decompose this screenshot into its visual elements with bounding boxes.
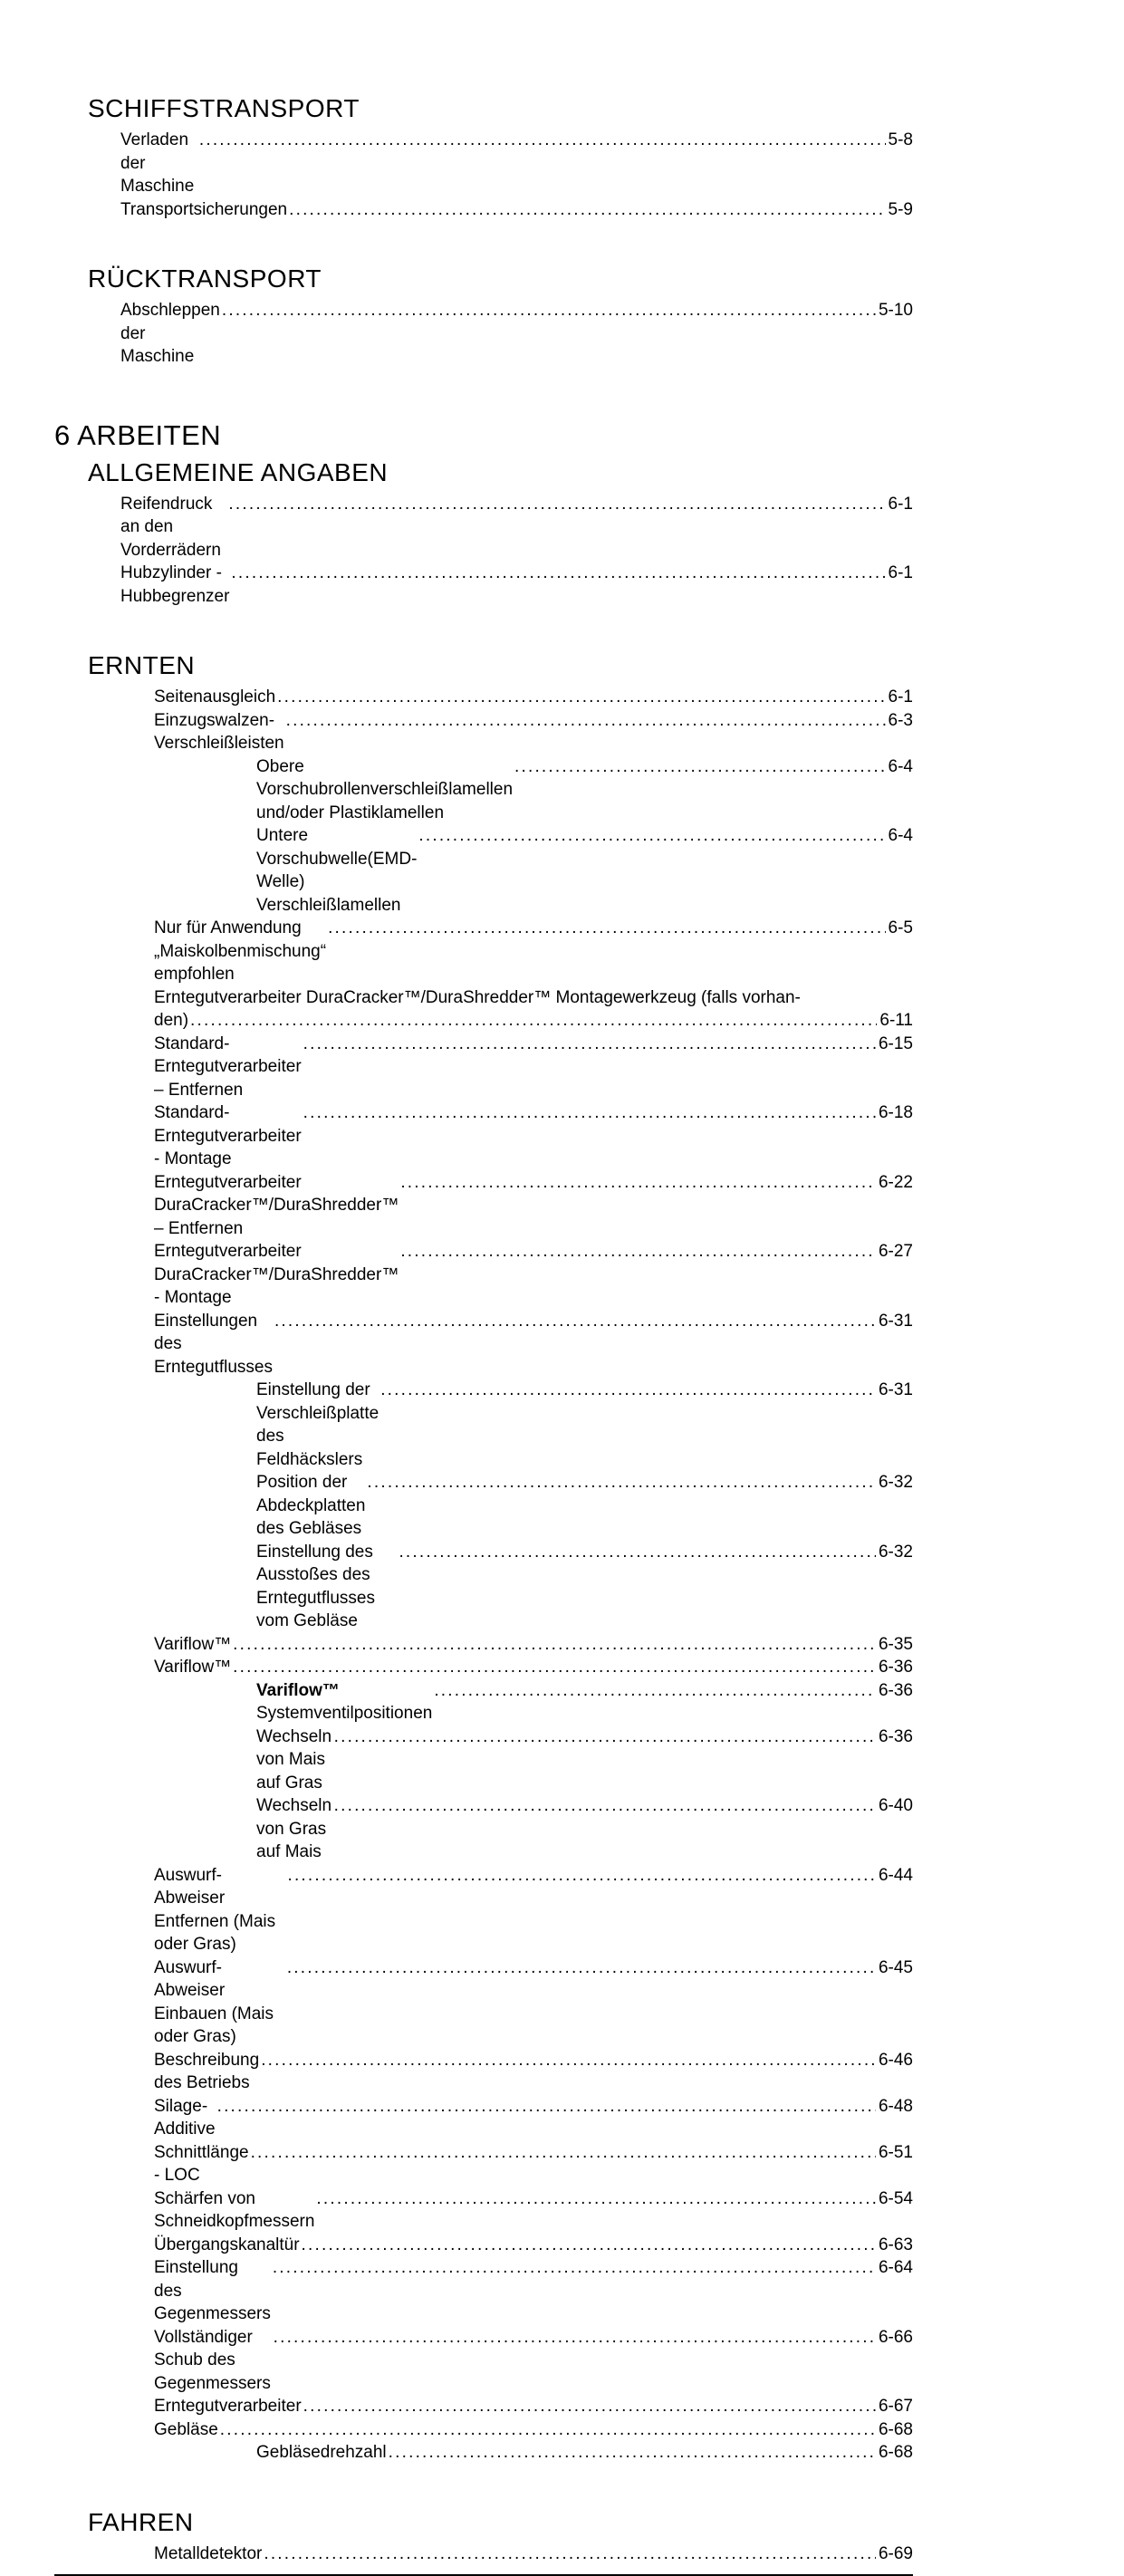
toc-entry-title: Untere Vorschubwelle(EMD-Welle) Verschleißlamellen (256, 826, 418, 915)
dot-leader (400, 1171, 876, 1195)
toc-entry-row (154, 1656, 913, 1679)
toc-entry-title: Standard-Erntegutverarbeiter - Montage (154, 1103, 306, 1168)
page-number: 6-64 (878, 2258, 913, 2277)
toc-entry-row (154, 2395, 913, 2418)
dot-leader (220, 2418, 876, 2442)
page-number: 6-66 (878, 2327, 913, 2347)
toc-entry-row (120, 562, 913, 608)
toc-entry (154, 2187, 913, 2234)
dot-leader (274, 1310, 876, 1333)
dot-leader (302, 2234, 876, 2257)
toc-entry-title: Position der Abdeckplatten des Gebläses (256, 1473, 370, 1538)
toc-entry-row (154, 2542, 913, 2566)
toc-entry-row (154, 2187, 913, 2234)
toc-entry-title: Reifendruck an den Vorderrädern (120, 494, 221, 560)
toc-entry (120, 493, 913, 562)
toc-entry-title: Schärfen von Schneidkopfmessern (154, 2188, 315, 2231)
toc-entry (154, 2418, 913, 2442)
toc-entry-title: Übergangskanaltür (154, 2235, 300, 2254)
page-number: 6-3 (888, 710, 913, 730)
toc-entry (256, 2441, 913, 2465)
toc-entry (120, 129, 913, 198)
page-number: 6-18 (878, 1103, 913, 1122)
page-number: 6-63 (878, 2235, 913, 2254)
dot-leader (287, 1864, 876, 1888)
toc-entry (256, 755, 913, 825)
dot-leader (303, 1101, 876, 1125)
toc-entry-title: Erntegutverarbeiter DuraCracker™/DuraShredder™ – Entfernen (154, 1172, 404, 1238)
page-number: 6-32 (878, 1473, 913, 1492)
toc-entry-title: Auswurf-Abweiser Einbauen (Mais oder Gras) (154, 1957, 279, 2046)
toc-entry (154, 1033, 913, 1102)
dot-leader (514, 755, 886, 779)
toc-entry (154, 1656, 913, 1679)
toc-entry (154, 1633, 913, 1657)
toc-entry-title: Abschleppen der Maschine (120, 301, 226, 366)
toc-entry (154, 917, 913, 986)
dot-leader (380, 1379, 876, 1402)
toc-entry-title: Vollständiger Schub des Gegenmessers (154, 2327, 271, 2393)
toc-entry-title: Einstellung der Verschleißplatte des Feldhäckslers (256, 1380, 384, 1469)
toc-entry (154, 986, 913, 1033)
toc-entry-row (120, 299, 913, 369)
dot-leader (217, 2095, 876, 2119)
page-number: 6-67 (878, 2397, 913, 2416)
section-heading: ALLGEMEINE ANGABEN (88, 457, 389, 486)
toc-entry-title: Einstellungen des Erntegutflusses (154, 1311, 273, 1377)
toc-entry-title: den) (154, 1011, 189, 1030)
toc-entry (120, 198, 913, 222)
section-heading: ERNTEN (88, 651, 196, 679)
section-heading: RÜCKTRANSPORT (88, 264, 322, 293)
page-number: 5-9 (888, 199, 913, 219)
dot-leader (274, 2326, 876, 2350)
toc-entry-row (154, 709, 913, 755)
page-number: 5-8 (888, 130, 913, 149)
toc-entry-title: Metalldetektor (154, 2543, 263, 2563)
page-number: 6-36 (878, 1680, 913, 1700)
toc-entry (154, 1101, 913, 1171)
section-heading: SCHIFFSTRANSPORT (88, 94, 360, 122)
toc-entry (154, 2542, 913, 2566)
toc-entry-row (120, 129, 913, 198)
toc-entry-title: Verladen der Maschine (120, 130, 195, 196)
toc-entry (154, 1240, 913, 1310)
toc-entry-title: Variflow™ (154, 1634, 232, 1654)
page-number: 6-1 (888, 563, 913, 582)
toc-entry-title-line1: Erntegutverarbeiter DuraCracker™/DuraShredder™ Montagewerkzeug (falls vorhan- (154, 987, 801, 1007)
toc-entry-title: Auswurf-Abweiser Entfernen (Mais oder Gras) (154, 1865, 281, 1954)
dot-leader (367, 1471, 876, 1495)
chapter-heading: 6 ARBEITEN (54, 418, 222, 451)
page-number: 6-44 (878, 1865, 913, 1885)
toc-entry-title: Obere Vorschubrollenverschleißlamellen und/oder Plastiklamellen (256, 756, 518, 822)
toc-entry (154, 1171, 913, 1241)
toc-entry (120, 299, 913, 369)
toc-entry (154, 686, 913, 709)
toc-entry-row (154, 2095, 913, 2141)
toc-entry-row (154, 2049, 913, 2095)
dot-leader (277, 686, 885, 709)
dot-leader (389, 2441, 876, 2465)
page-number: 6-1 (888, 494, 913, 514)
page-number: 6-54 (878, 2188, 913, 2208)
dot-leader (222, 299, 876, 322)
toc-entry (154, 2141, 913, 2187)
toc-entry (154, 1864, 913, 1956)
toc-entry-title: Variflow™ (154, 1658, 232, 1677)
toc-entry (120, 562, 913, 608)
toc-entry-title: Einstellung des Gegenmessers (154, 2258, 271, 2323)
page-number: 6-31 (878, 1380, 913, 1399)
dot-leader (286, 709, 886, 733)
dot-leader (273, 2256, 876, 2280)
page-number: 6-4 (888, 826, 913, 845)
toc-entry (256, 1794, 913, 1864)
toc-entry (154, 1956, 913, 2049)
toc-entry-row (154, 686, 913, 709)
page-number: 6-40 (878, 1796, 913, 1815)
dot-leader (334, 1794, 876, 1818)
toc-entry-title: Schnittlänge - LOC (154, 2142, 254, 2185)
page-number: 6-32 (878, 1542, 913, 1562)
toc-entry-row (256, 755, 913, 825)
toc-entry-title: Transportsicherungen (120, 199, 288, 219)
page-number: 6-48 (878, 2096, 913, 2116)
toc-entry-title: Beschreibung des Betriebs (154, 2050, 264, 2092)
toc-entry-row (154, 2256, 913, 2326)
toc-entry-row (256, 1541, 913, 1633)
page-number: 6-31 (878, 1311, 913, 1331)
toc-entry-row (154, 1240, 913, 1310)
toc-entry-title: Einstellung des Ausstoßes des Erntegutflusses vom Gebläse (256, 1542, 380, 1630)
toc-entry-title: Gebläsedrehzahl (256, 2443, 387, 2462)
toc-entry-row (154, 1310, 913, 1379)
toc-entry (154, 1310, 913, 1379)
dot-leader (289, 198, 885, 222)
toc-entry-row (256, 1379, 913, 1471)
page-number: 6-27 (878, 1242, 913, 1261)
toc-entry-title: Silage-Additive (154, 2096, 216, 2139)
toc-entry-title: Standard-Erntegutverarbeiter – Entfernen (154, 1033, 306, 1100)
toc-entry-row (256, 2441, 913, 2465)
page-number: 6-45 (878, 1957, 913, 1977)
toc-entry-row (120, 198, 913, 222)
toc-entry-title: Erntegutverarbeiter DuraCracker™/DuraShredder™ - Montage (154, 1242, 404, 1307)
toc-entry-row (154, 2234, 913, 2257)
page-number: 6-36 (878, 1726, 913, 1746)
dot-leader (399, 1541, 876, 1564)
page-number: 6-35 (878, 1634, 913, 1654)
page-number: 6-46 (878, 2050, 913, 2070)
page-number: 6-69 (878, 2543, 913, 2563)
toc-entry (154, 2395, 913, 2418)
dot-leader (199, 129, 886, 152)
toc-entry-title: Gebläse (154, 2419, 218, 2439)
toc-entry (154, 2326, 913, 2396)
dot-leader (334, 1725, 876, 1749)
page-number: 6-1 (888, 687, 913, 706)
dot-leader (233, 1633, 876, 1657)
toc-entry (256, 1541, 913, 1633)
page-number: 6-4 (888, 756, 913, 776)
table-of-contents (54, 94, 913, 2565)
dot-leader (400, 1240, 876, 1264)
page-number: 5-10 (878, 301, 913, 320)
section-heading: FAHREN (88, 2507, 194, 2536)
page-number: 6-36 (878, 1658, 913, 1677)
toc-entry-title: Hubzylinder - Hubbegrenzer (120, 563, 230, 606)
toc-entry-row (256, 1471, 913, 1541)
toc-entry (256, 1379, 913, 1471)
toc-entry-row (154, 1864, 913, 1956)
page-number: 6-5 (888, 918, 913, 937)
toc-entry-row (154, 1009, 913, 1033)
dot-leader (251, 2141, 876, 2165)
dot-leader (303, 1033, 876, 1056)
toc-entry-row (154, 2141, 913, 2187)
dot-leader (261, 2049, 876, 2072)
toc-entry-title: Wechseln von Gras auf Mais (256, 1796, 337, 1861)
toc-entry (256, 1471, 913, 1541)
dot-leader (287, 1956, 876, 1980)
page-number: 6-68 (878, 2419, 913, 2439)
page-number: 6-11 (879, 1011, 913, 1030)
toc-entry-title: Seitenausgleich (154, 687, 276, 706)
page-number: 6-15 (878, 1033, 913, 1053)
dot-leader (418, 824, 885, 848)
page-number: 6-51 (878, 2142, 913, 2162)
dot-leader (233, 1656, 876, 1679)
toc-entry-title: Einzugswalzen-Verschleißleisten (154, 710, 284, 753)
page-number: 6-22 (878, 1172, 913, 1192)
toc-entry-title: Erntegutverarbeiter (154, 2397, 302, 2416)
dot-leader (190, 1009, 877, 1033)
dot-leader (434, 1679, 876, 1703)
toc-entry-row (154, 1101, 913, 1171)
toc-entry-row (154, 1033, 913, 1102)
toc-entry (256, 824, 913, 917)
toc-entry-title: Variflow™ Systemventilpositionen (256, 1680, 433, 1723)
page-number: 6-68 (878, 2443, 913, 2462)
toc-entry-row (256, 1794, 913, 1864)
toc-entry (256, 1725, 913, 1795)
toc-entry (154, 2095, 913, 2141)
toc-entry-row (256, 1725, 913, 1795)
toc-entry-row (154, 1633, 913, 1657)
toc-entry-row (154, 1171, 913, 1241)
toc-entry (154, 2234, 913, 2257)
dot-leader (303, 2395, 876, 2418)
toc-entry-row (154, 1956, 913, 2049)
dot-leader (316, 2187, 876, 2211)
toc-entry-row (256, 824, 913, 917)
dot-leader (228, 493, 885, 516)
toc-entry-title: Nur für Anwendung „Maiskolbenmischung“ empfohlen (154, 918, 331, 984)
toc-entry-row (154, 917, 913, 986)
dot-leader (264, 2542, 876, 2566)
toc-entry (256, 1679, 913, 1725)
toc-entry-row (154, 2326, 913, 2396)
toc-entry-title-bold: Variflow™ (256, 1680, 340, 1700)
toc-entry-title: Wechseln von Mais auf Gras (256, 1726, 337, 1793)
dot-leader (231, 562, 885, 585)
toc-entry (154, 2049, 913, 2095)
toc-entry (154, 2256, 913, 2326)
toc-entry (154, 709, 913, 755)
toc-entry-row (256, 1679, 913, 1725)
toc-entry-row (154, 2418, 913, 2442)
toc-entry-row (120, 493, 913, 562)
dot-leader (328, 917, 885, 940)
